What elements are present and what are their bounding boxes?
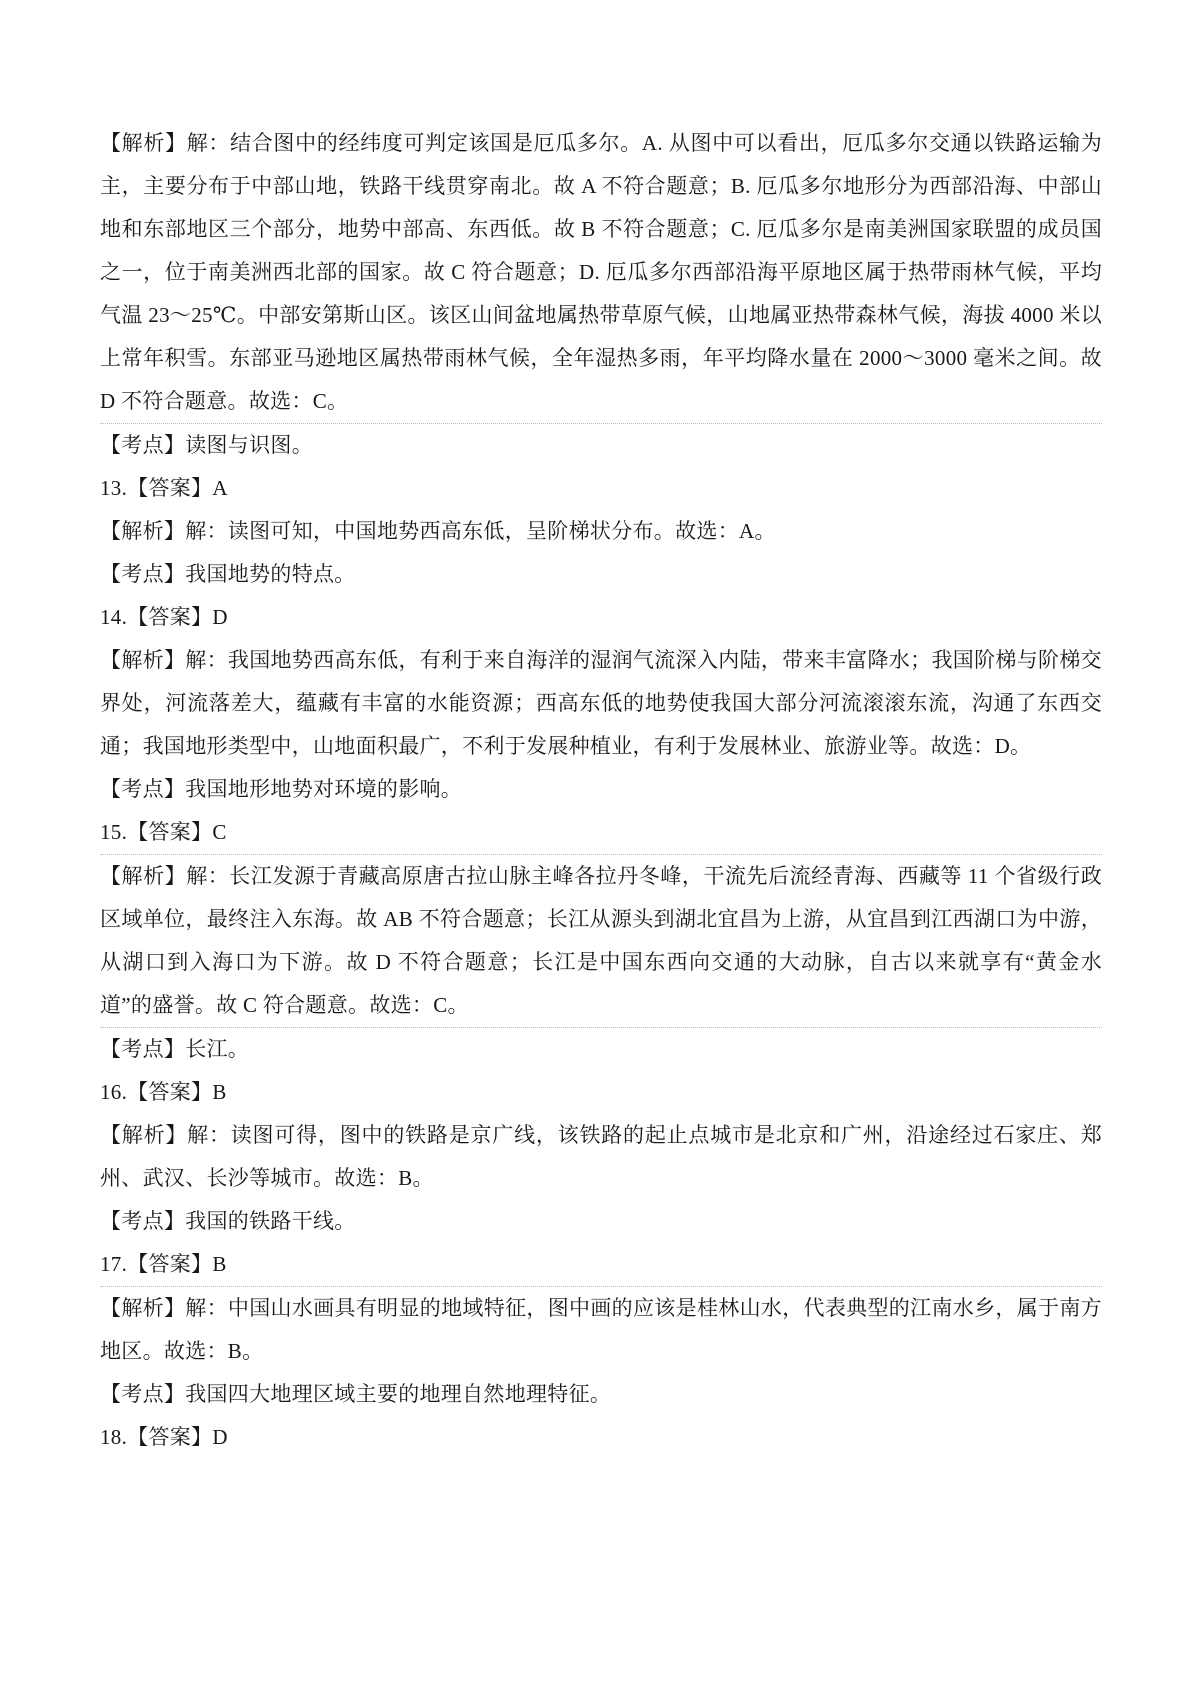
answer-line: 17.【答案】B	[100, 1243, 1102, 1287]
analysis-paragraph: 【解析】解：长江发源于青藏高原唐古拉山脉主峰各拉丹冬峰，干流先后流经青海、西藏等 11 个省级行政区域单位，最终注入东海。故 AB 不符合题意；长江从源头到湖北宜昌为上游，从宜昌到江西湖口为中游，从湖口到入海口为下游。故 D 不符合题意；长江是中国东西向交通的大动脉，自古以来就享有“黄金水道”的盛誉。故 C 符合题意。故选：C。	[100, 855, 1102, 1028]
keypoint-paragraph: 【考点】我国地形地势对环境的影响。	[100, 777, 463, 801]
answer-line: 13.【答案】A	[100, 476, 228, 500]
keypoint-paragraph: 【考点】我国四大地理区域主要的地理自然地理特征。	[100, 1382, 612, 1406]
keypoint-paragraph: 【考点】长江。	[100, 1037, 250, 1061]
answer-key-content	[100, 122, 1102, 1459]
analysis-paragraph: 【解析】解：我国地势西高东低，有利于来自海洋的湿润气流深入内陆，带来丰富降水；我国阶梯与阶梯交界处，河流落差大，蕴藏有丰富的水能资源；西高东低的地势使我国大部分河流滚滚东流，沟通了东西交通；我国地形类型中，山地面积最广，不利于发展种植业，有利于发展林业、旅游业等。故选：D。	[100, 648, 1102, 758]
answer-line: 16.【答案】B	[100, 1080, 227, 1104]
analysis-paragraph: 【解析】解：读图可得，图中的铁路是京广线，该铁路的起止点城市是北京和广州，沿途经过石家庄、郑州、武汉、长沙等城市。故选：B。	[100, 1123, 1102, 1190]
answer-line: 18.【答案】D	[100, 1425, 228, 1449]
keypoint-paragraph: 【考点】我国地势的特点。	[100, 562, 356, 586]
keypoint-paragraph: 【考点】我国的铁路干线。	[100, 1209, 356, 1233]
analysis-paragraph: 【解析】解：中国山水画具有明显的地域特征，图中画的应该是桂林山水，代表典型的江南水乡，属于南方地区。故选：B。	[100, 1296, 1102, 1363]
answer-line: 14.【答案】D	[100, 605, 228, 629]
analysis-paragraph: 【解析】解：结合图中的经纬度可判定该国是厄瓜多尔。A. 从图中可以看出，厄瓜多尔交通以铁路运输为主，主要分布于中部山地，铁路干线贯穿南北。故 A 不符合题意；B. 厄瓜多尔地形分为西部沿海、中部山地和东部地区三个部分，地势中部高、东西低。故 B 不符合题意；C. 厄瓜多尔是南美洲国家联盟的成员国之一，位于南美洲西北部的国家。故 C 符合题意；D. 厄瓜多尔西部沿海平原地区属于热带雨林气候，平均气温 23～25℃。中部安第斯山区。该区山间盆地属热带草原气候，山地属亚热带森林气候，海拔 4000 米以上常年积雪。东部亚马逊地区属热带雨林气候，全年湿热多雨，年平均降水量在 2000～3000 毫米之间。故 D 不符合题意。故选：C。	[100, 122, 1102, 424]
answer-line: 15.【答案】C	[100, 811, 1102, 855]
analysis-paragraph: 【解析】解：读图可知，中国地势西高东低，呈阶梯状分布。故选：A。	[100, 519, 776, 543]
keypoint-paragraph: 【考点】读图与识图。	[100, 433, 313, 457]
